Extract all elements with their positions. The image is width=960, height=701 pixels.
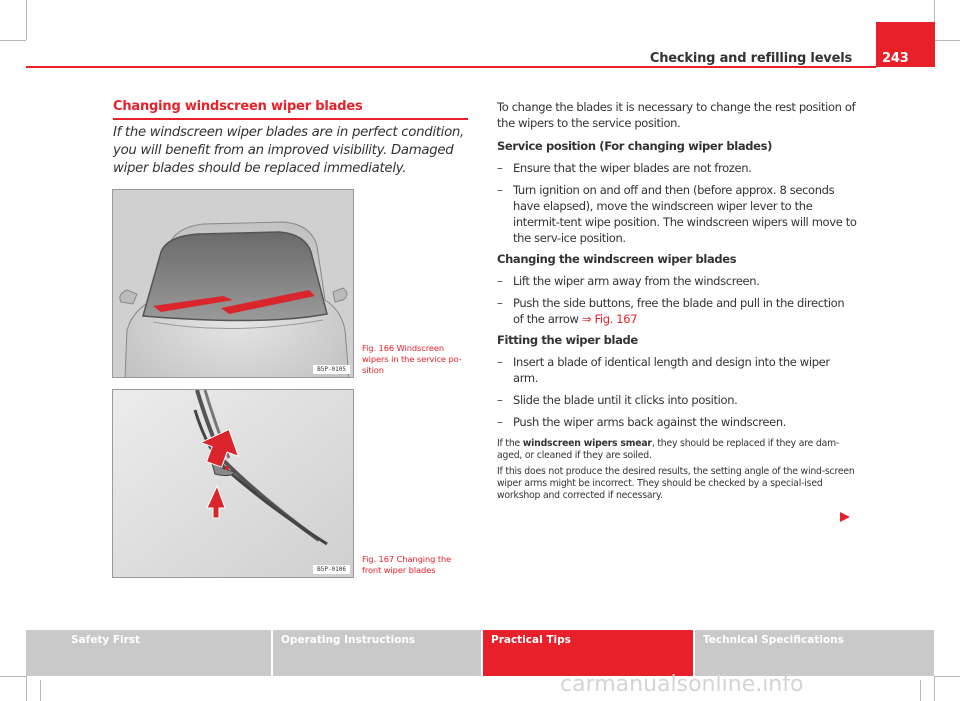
instructions-column <box>497 99 857 502</box>
continue-arrow-icon <box>838 511 852 523</box>
windscreen-illustration <box>113 190 354 378</box>
crop-mark <box>0 40 26 41</box>
footer-tab-safety-first[interactable]: Safety First <box>26 630 271 676</box>
figure-code: B5P-0106 <box>313 565 350 574</box>
running-header: Checking and refilling levels <box>649 51 852 66</box>
subheading-changing-blades: Changing the windscreen wiper blades <box>497 252 737 266</box>
page-number: 243 <box>876 22 935 67</box>
list-item: – Push the side buttons, free the blade and pull in the direction of the arrow ⇒ Fig. 167 <box>497 296 845 326</box>
crop-mark <box>26 676 27 701</box>
figure-code: B5P-0105 <box>313 365 350 374</box>
section-intro: If the windscreen wiper blades are in perfect condition, you will benefit from an improved visibility. Damaged wiper blades should be replaced immediately. <box>113 125 464 176</box>
footer-tab-operating-instructions[interactable]: Operating Instructions <box>273 630 481 676</box>
crop-mark <box>26 0 27 40</box>
footer-tab-technical-specifications[interactable]: Technical Specifications <box>695 630 934 676</box>
list-item: – Slide the blade until it clicks into position. <box>497 393 738 407</box>
list-item: – Insert a blade of identical length and design into the wiper arm. <box>497 355 830 385</box>
subheading-service-position: Service position (For changing wiper blades) <box>497 139 772 153</box>
list-item: – Lift the wiper arm away from the windscreen. <box>497 274 760 288</box>
crop-mark <box>0 676 26 677</box>
crop-mark <box>934 676 935 701</box>
crop-mark <box>40 680 41 701</box>
figure-166-caption: Fig. 166 Windscreen wipers in the service po-sition <box>362 343 462 375</box>
figure-167-image <box>112 389 354 578</box>
list-item: – Ensure that the wiper blades are not frozen. <box>497 161 752 175</box>
crop-mark <box>934 676 960 677</box>
watermark: carmanualsonline.info <box>560 672 804 697</box>
wiper-blade-illustration <box>113 390 354 578</box>
section-title: Changing windscreen wiper blades <box>113 99 363 114</box>
figure-167-caption: Fig. 167 Changing the front wiper blades <box>362 554 452 575</box>
section-rule <box>113 118 468 120</box>
subheading-fitting-blade: Fitting the wiper blade <box>497 333 638 347</box>
note-paragraph: If this does not produce the desired results, the setting angle of the wind-screen wiper arms might be incorrect. They should be checked by a special-ised workshop and corrected if necessary. <box>497 466 855 501</box>
note-paragraph: If the windscreen wipers smear, they should be replaced if they are dam-aged, or cleaned if they are soiled. <box>497 438 840 461</box>
crop-mark <box>934 40 960 41</box>
figure-reference-link[interactable]: ⇒ Fig. 167 <box>581 312 638 326</box>
paragraph: To change the blades it is necessary to change the rest position of the wipers to the service position. <box>497 100 856 130</box>
list-item: – Push the wiper arms back against the windscreen. <box>497 415 787 429</box>
footer-tab-practical-tips[interactable]: Practical Tips <box>483 630 693 676</box>
crop-mark <box>920 680 921 701</box>
list-item: – Turn ignition on and off and then (before approx. 8 seconds have elapsed), move the windscreen wiper lever to the intermit-tent wipe position. The windscreen wipers will move to the serv-ice position. <box>497 183 857 245</box>
figure-166-image <box>112 189 354 378</box>
header-rule <box>26 66 876 68</box>
